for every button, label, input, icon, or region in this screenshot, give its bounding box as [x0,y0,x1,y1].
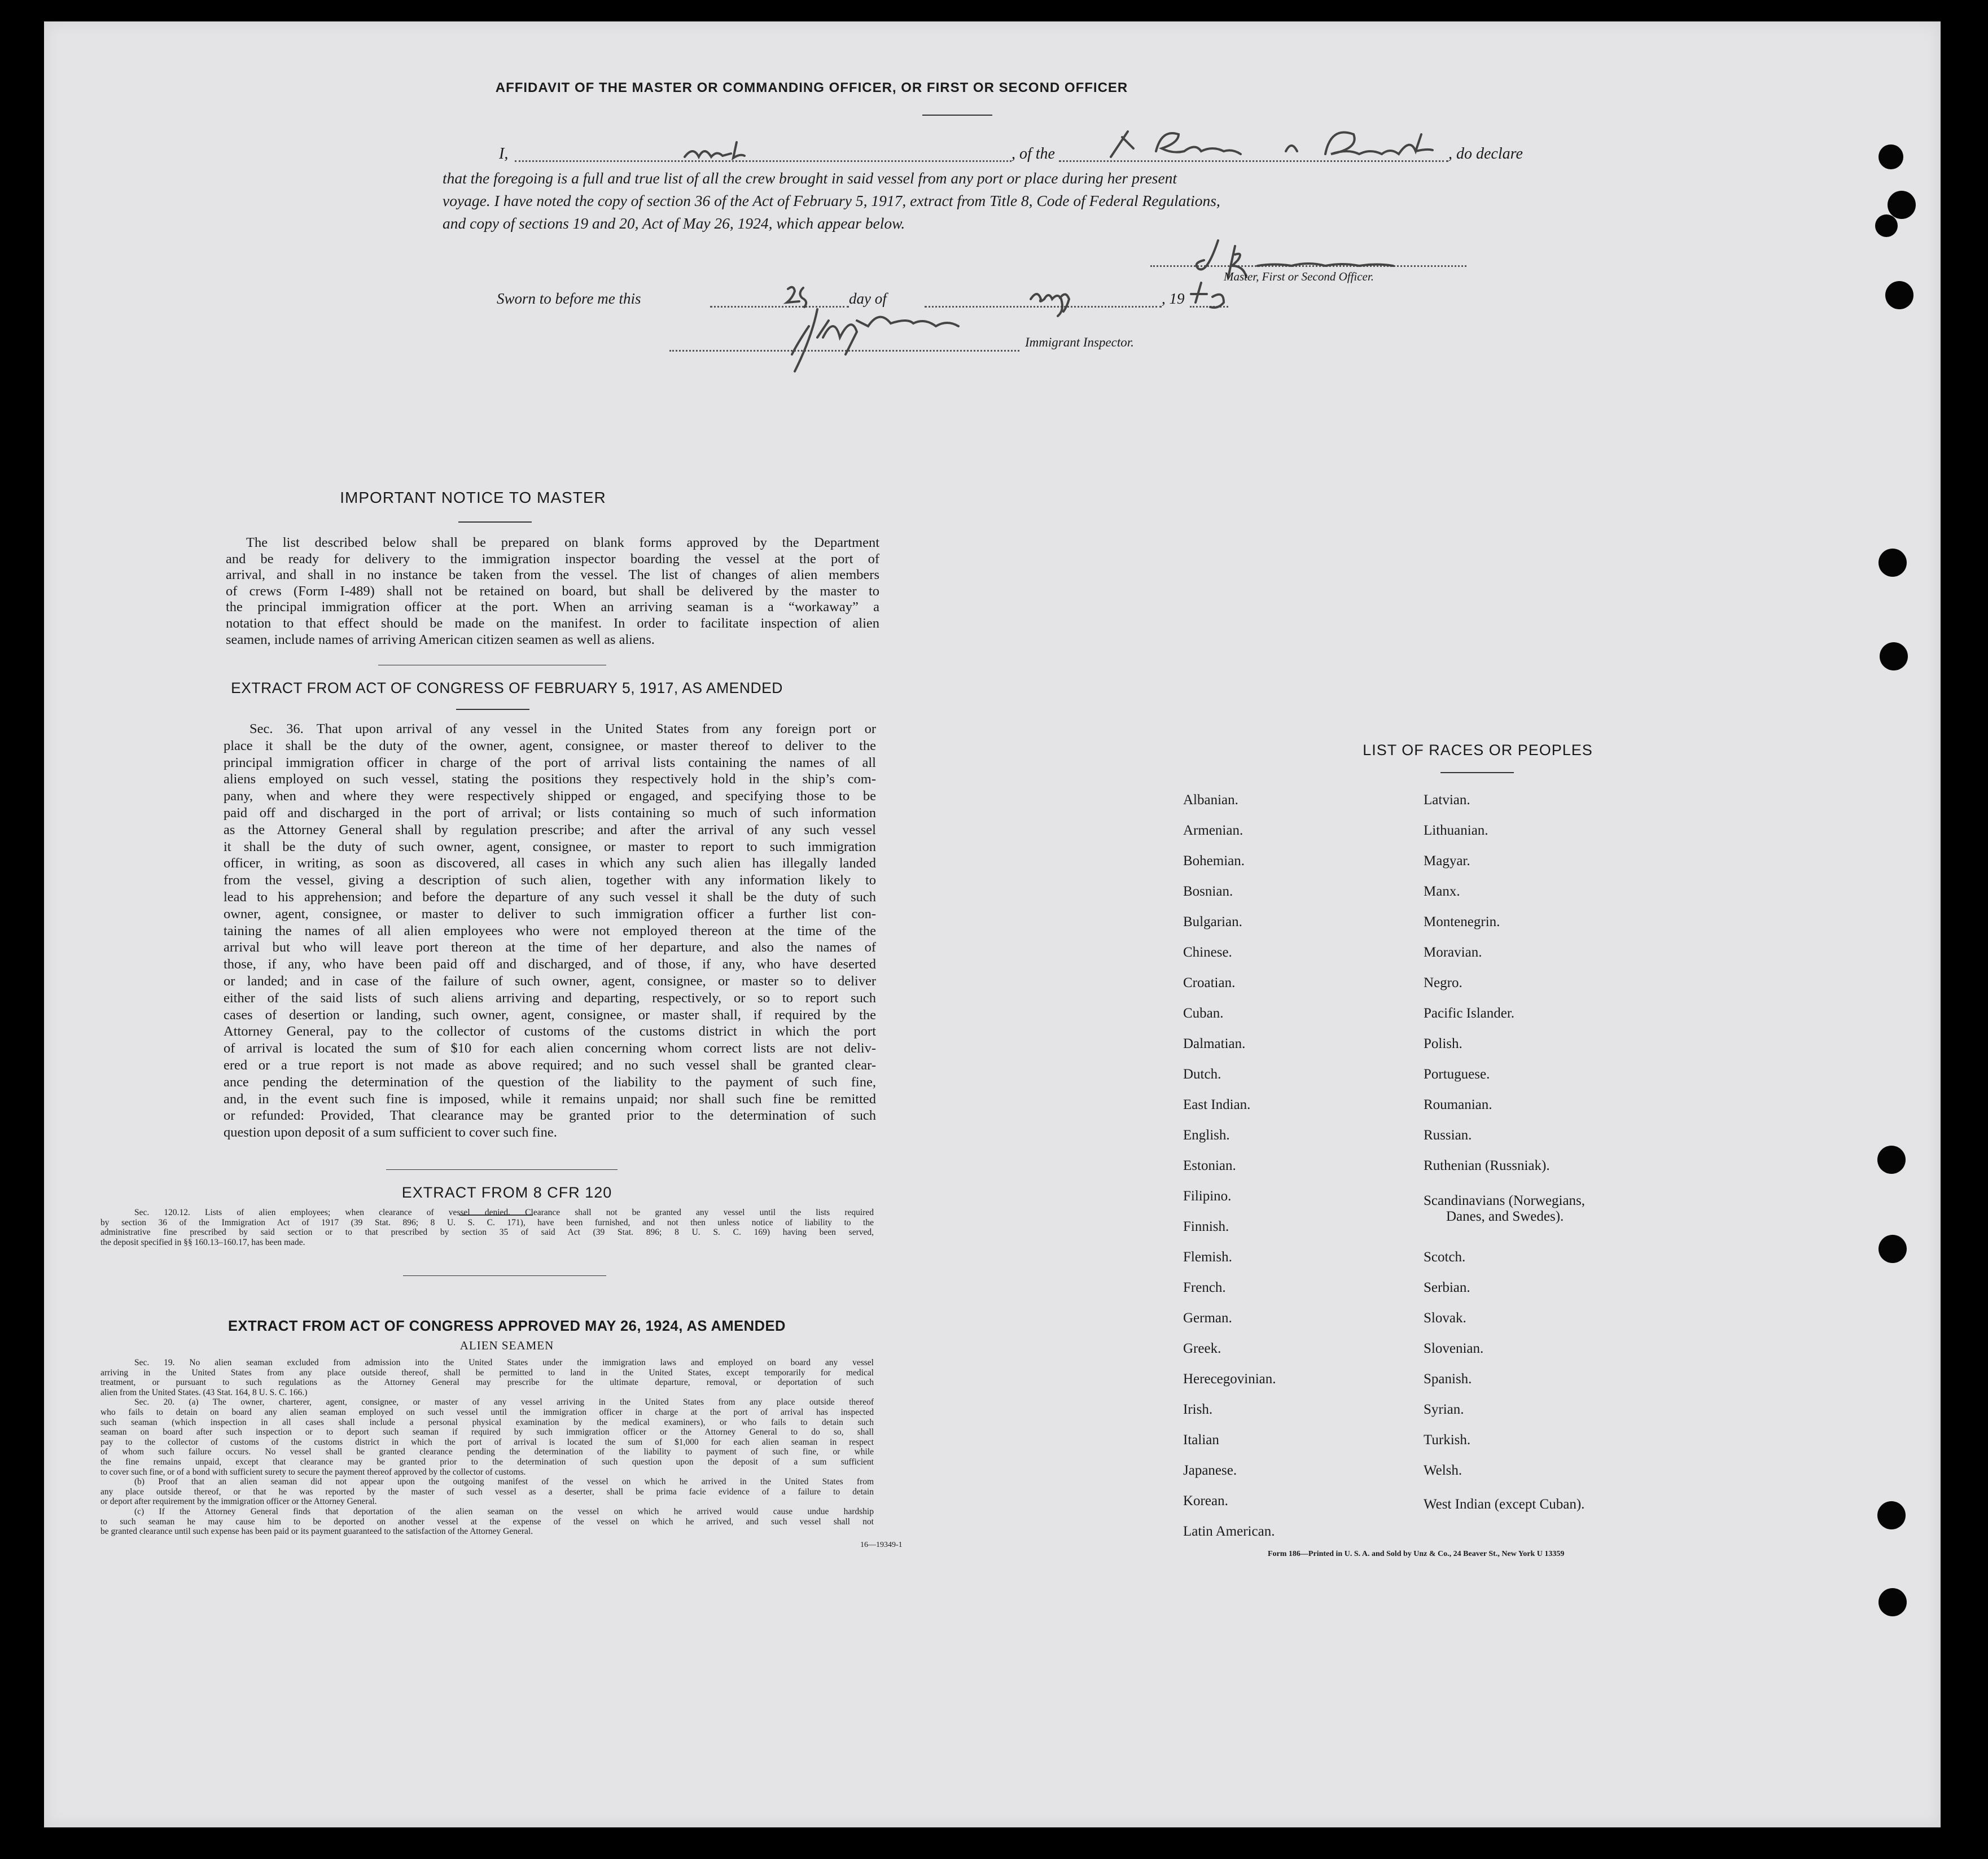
race-item: Herecegovinian. [1183,1371,1276,1387]
race-item: Magyar. [1424,853,1470,869]
extract-1917-line: and, in the event such fine is imposed, while it remains unpaid; nor shall such fine be remitted [224,1091,876,1107]
race-item: Armenian. [1183,823,1243,838]
extract-1924-title: EXTRACT FROM ACT OF CONGRESS APPROVED MAY 26, 1924, AS AMENDED [228,1318,786,1334]
extract-cfr-line: by section 36 of the Immigration Act of 1917 (39 Stat. 896; 8 U. S. C. 171), have been furnished, and not then unless notice of liability to the [100,1217,874,1227]
binder-hole [1877,1146,1906,1174]
race-item: Lithuanian. [1424,823,1488,838]
extract-1917-line: place it shall be the duty of the owner, agent, consignee, or master thereof to deliver to the [224,738,876,753]
extract-1924-line: be granted clearance until such expense has been paid or its payment guaranteed to the satisfaction of the Attorney General. [100,1527,533,1537]
race-item: Dutch. [1183,1067,1221,1082]
race-item: Filipino. [1183,1189,1232,1204]
extract-1924-line: Sec. 20. (a) The owner, charterer, agent, consignee, or master of any vessel arriving in the United States from any place outside thereof [134,1397,874,1408]
extract-1917-line: arrival but who will leave port thereon at the time of her departure, and also the names of [224,940,876,955]
year-prefix-label: , 19 [1162,290,1185,307]
race-item: Moravian. [1424,945,1482,960]
extract-1924-line: (c) If the Attorney General finds that deportation of the alien seaman on the vessel on which he arrived would cause undue hardship [134,1507,874,1516]
day-of-label: day of [849,290,887,307]
race-item: Syrian. [1424,1402,1464,1417]
binder-hole [1885,281,1913,309]
extract-1917-line: from the vessel, giving a description of such alien, together with any information likely to [224,872,876,888]
race-item: Turkish. [1424,1432,1471,1448]
race-item: French. [1183,1280,1226,1295]
binder-hole [1878,144,1903,169]
notice-line: arrival, and shall in no instance be taken from the vessel. The list of changes of alien members [226,567,879,583]
extract-1917-line: of arrival is located the sum of $10 for each alien concerning whom correct lists are not deliv- [224,1041,876,1056]
handwritten-year [1190,280,1229,314]
binder-hole [1877,1501,1906,1529]
race-item: Greek. [1183,1341,1221,1356]
race-item: Danes, and Swedes). [1446,1209,1564,1224]
extract-1917-line: either of the said lists of such aliens arriving and departing, respectively, or so to report such [224,990,876,1006]
races-title: LIST OF RACES OR PEOPLES [1363,742,1593,758]
extract-1917-line: aliens employed on such vessel, stating the positions they respectively hold in the ship’s com- [224,771,876,787]
extract-1917-line: taining the names of all alien employees who were not employed thereon at the time of the [224,923,876,939]
handwritten-month [1026,282,1094,316]
affidavit-body-line-3: and copy of sections 19 and 20, Act of May 26, 1924, which appear below. [443,214,905,232]
race-item: Chinese. [1183,945,1232,960]
race-item: Scotch. [1424,1249,1466,1265]
extract-1917-line: or landed; and in case of the failure of such owner, agent, consignee, or master so to deliver [224,974,876,989]
extract-1924-line: such seaman (which inspection in all cases shall include a personal physical examination by the medical examiners), or who fails to detain such [100,1417,874,1427]
inspector-caption: Immigrant Inspector. [1025,335,1134,349]
race-item: English. [1183,1128,1230,1143]
race-item: Korean. [1183,1493,1228,1509]
affidavit-declare-label: , do declare [1448,145,1523,163]
extract-cfr-divider [403,1275,606,1276]
extract-1924-line: any place outside thereof, or that he was reported by the master of such vessel as a deserter, shall be prima facie evidence of a failure to detain [100,1487,874,1497]
binder-hole [1878,549,1907,577]
extract-1917-line: Sec. 36. That upon arrival of any vessel in the United States from any foreign port or [249,721,876,736]
extract-1917-title: EXTRACT FROM ACT OF CONGRESS OF FEBRUARY 5, 1917, AS AMENDED [231,679,783,696]
extract-cfr-line: Sec. 120.12. Lists of alien employees; when clearance of vessel denied. Clearance shall not be granted any vessel until the lists required [134,1208,874,1217]
race-item: West Indian (except Cuban). [1424,1497,1585,1512]
race-item: Dalmatian. [1183,1036,1246,1051]
extract-1917-line: pany, when and where they were respectively shipped or engaged, and specifying those to be [224,788,876,804]
extract-1924-line: pay to the collector of customs of the customs district in which the port of arrival is located the sum of $1,000 for each alien seaman in respect [100,1437,874,1447]
sworn-label: Sworn to before me this [497,290,641,307]
race-item: Serbian. [1424,1280,1470,1295]
race-item: Scandinavians (Norwegians, [1424,1193,1586,1208]
extract-1917-line: as the Attorney General shall by regulation prescribe; and after the arrival of any such vessel [224,822,876,838]
handwritten-inspector-signature [778,304,1015,383]
race-item: Bulgarian. [1183,914,1242,930]
notice-line: and be ready for delivery to the immigration inspector boarding the vessel at the port of [226,551,879,567]
extract-1917-divider [386,1169,618,1170]
binder-hole [1888,191,1916,219]
extract-1924-line: seaman on board after such inspection or to deport such seaman if required by such immigration officer or the Attorney General to do so, shall [100,1427,874,1437]
affidavit-of-the-label: , of the [1011,145,1055,163]
extract-1924-line: to cover such fine, or of a bond with sufficient surety to secure the payment thereof approved by the collector of customs. [100,1467,526,1477]
form-code: 16—19349-1 [860,1541,903,1549]
race-item: Slovenian. [1424,1341,1484,1356]
race-item: Latvian. [1424,792,1470,808]
race-item: Welsh. [1424,1463,1462,1478]
race-item: Finnish. [1183,1219,1229,1234]
notice-line: notation to that effect should be made on the manifest. In order to facilitate inspection of alien [226,616,879,631]
extract-1917-rule [456,709,529,710]
binder-hole [1880,642,1908,670]
binder-hole [1875,214,1898,237]
extract-cfr-title: EXTRACT FROM 8 CFR 120 [401,1184,612,1201]
notice-line: seamen, include names of arriving American citizen seamen as well as aliens. [226,632,655,647]
extract-cfr-line: the deposit specified in §§ 160.13–160.17, has been made. [100,1237,305,1247]
extract-1924-line: who fails to detain on board any alien seaman employed on such vessel until the immigration officer in charge at the port of arrival has inspected [100,1408,874,1417]
extract-1917-line: principal immigration officer in charge of the port of arrival lists containing the names of all [224,755,876,770]
race-item: Estonian. [1183,1158,1236,1173]
extract-1924-line: the fine remains unpaid, except that clearance may be granted prior to the determination of such question upon the deposit of a sum sufficient [100,1457,874,1467]
extract-1917-line: those, if any, who have been paid off and discharged, and of those, if any, who have deserted [224,957,876,972]
extract-1917-line: or refunded: Provided, That clearance may be granted prior to the determination of such [224,1108,876,1124]
race-item: East Indian. [1183,1097,1251,1112]
extract-1917-line: ance pending the determination of the question of the liability to the payment of such fine, [224,1074,876,1090]
notice-line: the principal immigration officer at the port. When an arriving seaman is a “workaway” a [226,599,879,615]
race-item: Polish. [1424,1036,1462,1051]
printer-footer: Form 186—Printed in U. S. A. and Sold by Unz & Co., 24 Beaver St., New York U 13359 [1268,1550,1565,1558]
race-item: Montenegrin. [1424,914,1500,930]
extract-1917-line: owner, agent, consignee, or master to deliver to such immigration officer a further list con- [224,906,876,922]
affidavit-title-rule [922,115,992,116]
race-item: Latin American. [1183,1524,1275,1539]
race-item: Italian [1183,1432,1219,1448]
extract-1917-line: ered or a true report is not made as above required; and no such vessel shall be granted clear- [224,1058,876,1073]
races-title-rule [1440,772,1514,773]
race-item: Japanese. [1183,1463,1237,1478]
extract-1924-subtitle: ALIEN SEAMEN [459,1339,554,1352]
extract-1924-line: treatment, or pursuant to such regulations as the Attorney General may prescribe for the ultimate departure, removal, or deportation of such [100,1378,874,1388]
master-signature-caption: Master, First or Second Officer. [1224,270,1374,283]
affidavit-body-line-1: that the foregoing is a full and true list of all the crew brought in said vessel from any port or place during her present [443,169,1177,187]
race-item: Russian. [1424,1128,1472,1143]
race-item: Croatian. [1183,975,1236,990]
extract-1917-line: question upon deposit of a sum sufficient to cover such fine. [224,1125,557,1141]
race-item: Portuguese. [1424,1067,1490,1082]
extract-1924-line: Sec. 19. No alien seaman excluded from admission into the United States under the immigration laws and employed on board any vessel [134,1358,874,1367]
extract-1924-line: to such seaman he may cause him to be deported on another vessel at the expense of the vessel on which he arrived, and such vessel shall not [100,1516,874,1527]
handwritten-vessel-name [1100,123,1450,168]
extract-1917-line: lead to his apprehension; and before the departure of any such vessel it shall be the duty of such [224,889,876,905]
extract-1924-line: or deport after requirement by the immigration officer or the Attorney General. [100,1497,377,1507]
race-item: Slovak. [1424,1310,1466,1326]
extract-1917-line: Attorney General, pay to the collector of customs of the customs district in which the port [224,1024,876,1040]
binder-hole [1878,1588,1907,1616]
notice-line: The list described below shall be prepared on blank forms approved by the Department [246,535,879,550]
race-item: Pacific Islander. [1424,1006,1515,1021]
affidavit-title: AFFIDAVIT OF THE MASTER OR COMMANDING OFFICER, OR FIRST OR SECOND OFFICER [495,80,1128,95]
document-page [44,21,1941,1827]
extract-1917-line: cases of desertion or landing, such owner, agent, consignee, or master shall, if required by the [224,1007,876,1023]
extract-1924-line: arriving in the United States from any place outside thereof, shall be permitted to land in the United States, except temporarily for medical [100,1367,874,1378]
extract-1924-line: alien from the United States. (43 Stat. 164, 8 U. S. C. 166.) [100,1387,308,1397]
handwritten-master-name [682,134,851,168]
race-item: Flemish. [1183,1249,1232,1265]
race-item: Irish. [1183,1402,1213,1417]
affidavit-body-line-2: voyage. I have noted the copy of section 36 of the Act of February 5, 1917, extract from Title 8, Code of Federal Regulations, [443,192,1220,209]
notice-title: IMPORTANT NOTICE TO MASTER [340,489,606,506]
extract-1917-line: paid off and discharged in the port of arrival; or lists containing so much of such information [224,805,876,821]
extract-1917-line: officer, in writing, as soon as discovered, all cases in which any such alien has illegally landed [224,856,876,871]
race-item: Spanish. [1424,1371,1472,1387]
race-item: Negro. [1424,975,1462,990]
race-item: Albanian. [1183,792,1238,808]
race-item: Bohemian. [1183,853,1245,869]
extract-cfr-line: administrative fine prescribed by said section or to that prescribed by section 35 of said Act (39 Stat. 896; 8 U. S. C. 169) having been served, [100,1227,874,1237]
race-item: Ruthenian (Russniak). [1424,1158,1550,1173]
extract-1924-line: (b) Proof that an alien seaman did not appear upon the outgoing manifest of the vessel on which he arrived in the United States from [134,1477,874,1487]
extract-1924-line: of whom such failure occurs. No vessel shall be granted clearance pending the determination of the liability to payment of such fine, or while [100,1447,874,1457]
extract-1917-line: it shall be the duty of such owner, agent, consignee, or master to report to such immigration [224,839,876,854]
race-item: Manx. [1424,884,1460,899]
race-item: German. [1183,1310,1232,1326]
binder-hole [1878,1235,1907,1263]
notice-title-rule [458,521,532,523]
race-item: Bosnian. [1183,884,1233,899]
race-item: Cuban. [1183,1006,1224,1021]
affidavit-i-label: I, [499,145,509,163]
notice-line: of crews (Form I-489) shall not be retained on board, but shall be delivered by the master to [226,583,879,599]
race-item: Roumanian. [1424,1097,1492,1112]
